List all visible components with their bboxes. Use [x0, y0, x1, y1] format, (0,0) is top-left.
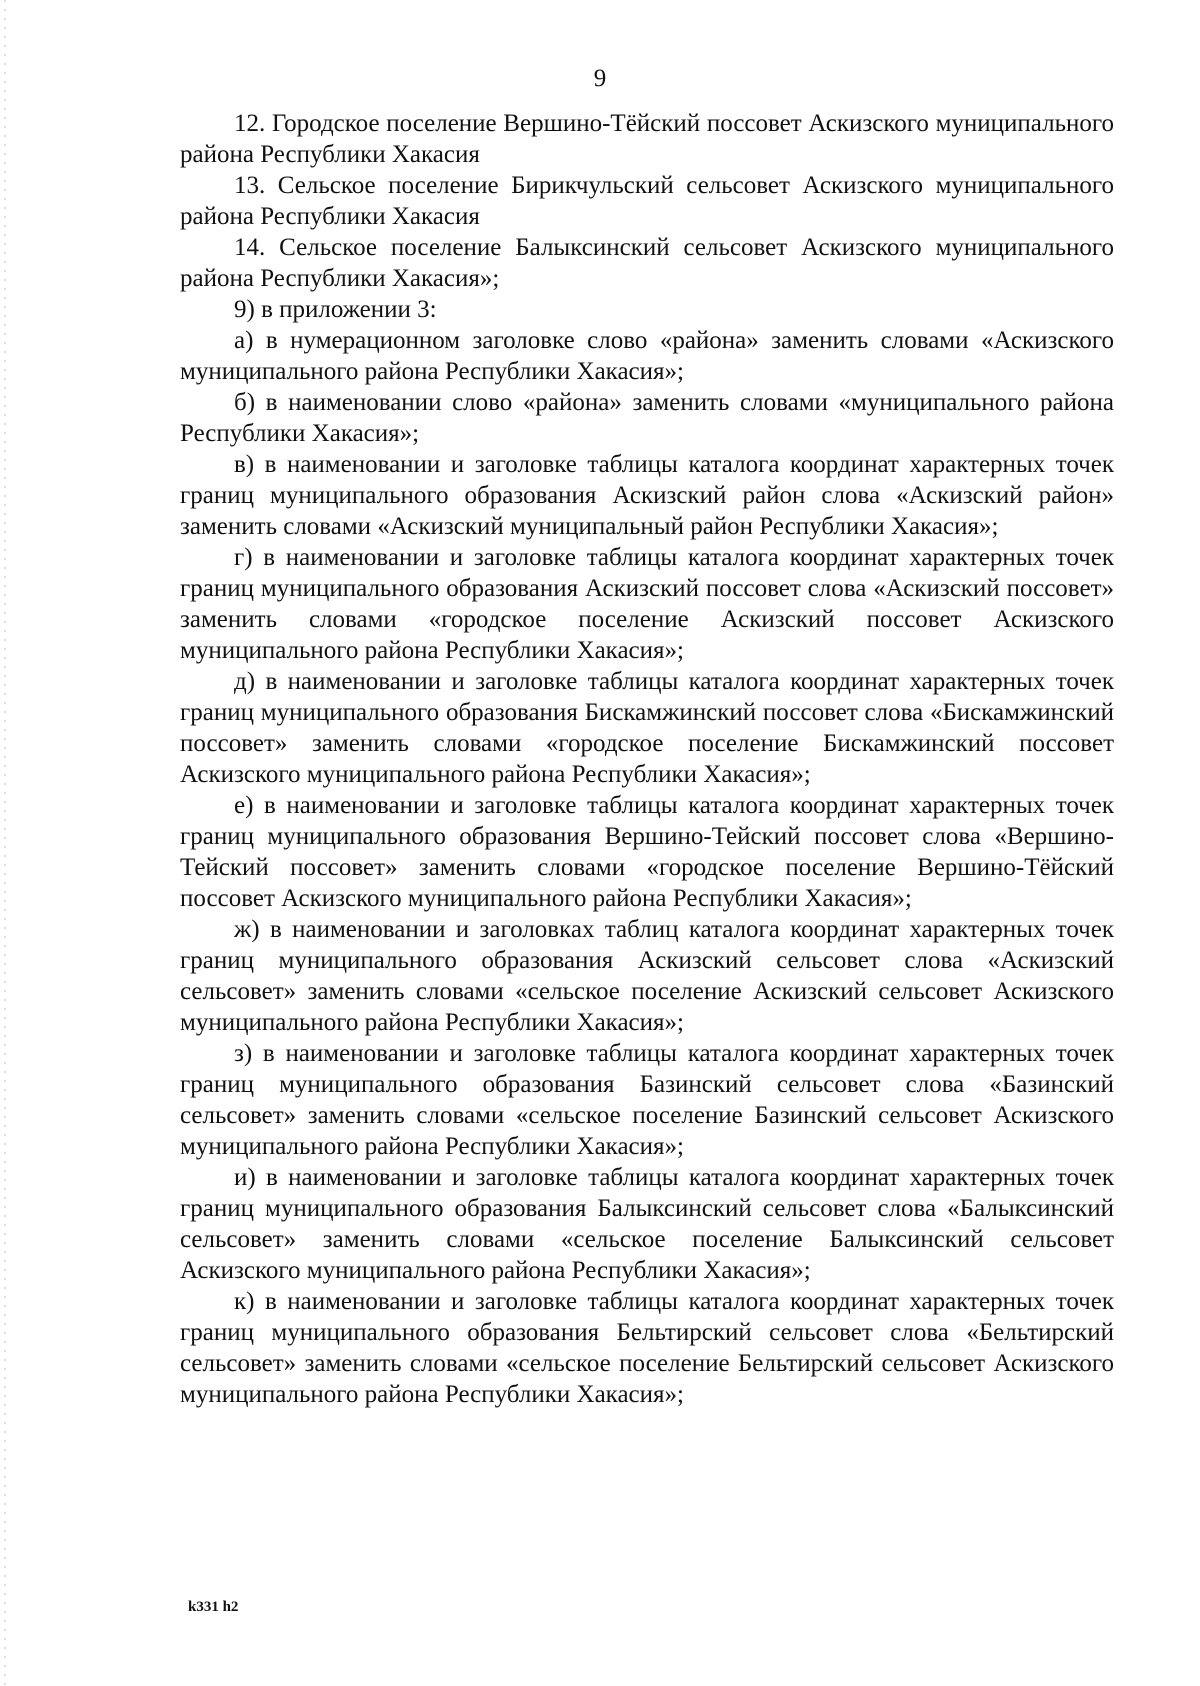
- paragraph-subitem-a: а) в нумерационном заголовке слово «района» заменить словами «Аскизского муниципального района Республики Хакасия»;: [180, 327, 1114, 385]
- paragraph-subitem-v: в) в наименовании и заголовке таблицы каталога координат характерных точек границ муниципального образования Аскизский район слова «Аскизский район» заменить словами «Аскизский муниципальный район Республики Хакасия»;: [180, 451, 1114, 540]
- document-code: k331 h2: [188, 1599, 239, 1615]
- document-body: [180, 108, 1114, 1410]
- paragraph-subitem-z: з) в наименовании и заголовке таблицы каталога координат характерных точек границ муниципального образования Базинский сельсовет слова «Базинский сельсовет» заменить словами «сельское поселение Базинский сельсовет Аскизского муниципального района Республики Хакасия»;: [180, 1040, 1114, 1160]
- scan-edge-artifact: [4, 0, 6, 1686]
- paragraph-item-13: 13. Сельское поселение Бирикчульский сельсовет Аскизского муниципального района Республики Хакасия: [180, 172, 1114, 230]
- paragraph-appendix-3: 9) в приложении 3:: [234, 296, 437, 323]
- paragraph-subitem-b: б) в наименовании слово «района» заменить словами «муниципального района Республики Хакасия»;: [180, 389, 1114, 447]
- paragraph-subitem-d: д) в наименовании и заголовке таблицы каталога координат характерных точек границ муниципального образования Бискамжинский поссовет слова «Бискамжинский поссовет» заменить словами «городское поселение Бискамжинский поссовет Аскизского муниципального района Республики Хакасия»;: [180, 668, 1114, 788]
- paragraph-item-14: 14. Сельское поселение Балыксинский сельсовет Аскизского муниципального района Республики Хакасия»;: [180, 234, 1114, 292]
- paragraph-subitem-g: г) в наименовании и заголовке таблицы каталога координат характерных точек границ муниципального образования Аскизский поссовет слова «Аскизский поссовет» заменить словами «городское поселение Аскизский поссовет Аскизского муниципального района Республики Хакасия»;: [180, 544, 1114, 664]
- paragraph-subitem-i: и) в наименовании и заголовке таблицы каталога координат характерных точек границ муниципального образования Балыксинский сельсовет слова «Балыксинский сельсовет» заменить словами «сельское поселение Балыксинский сельсовет Аскизского муниципального района Республики Хакасия»;: [180, 1164, 1114, 1284]
- paragraph-subitem-e: е) в наименовании и заголовке таблицы каталога координат характерных точек границ муниципального образования Вершино-Тейский поссовет слова «Вершино-Тейский поссовет» заменить словами «городское поселение Вершино-Тёйский поссовет Аскизского муниципального района Республики Хакасия»;: [180, 792, 1114, 912]
- paragraph-subitem-zh: ж) в наименовании и заголовках таблиц каталога координат характерных точек границ муниципального образования Аскизский сельсовет слова «Аскизский сельсовет» заменить словами «сельское поселение Аскизский сельсовет Аскизского муниципального района Республики Хакасия»;: [180, 916, 1114, 1036]
- page-number: 9: [593, 65, 607, 92]
- paragraph-item-12: 12. Городское поселение Вершино-Тёйский поссовет Аскизского муниципального района Республики Хакасия: [180, 110, 1114, 168]
- paragraph-subitem-k: к) в наименовании и заголовке таблицы каталога координат характерных точек границ муниципального образования Бельтирский сельсовет слова «Бельтирский сельсовет» заменить словами «сельское поселение Бельтирский сельсовет Аскизского муниципального района Республики Хакасия»;: [180, 1288, 1114, 1408]
